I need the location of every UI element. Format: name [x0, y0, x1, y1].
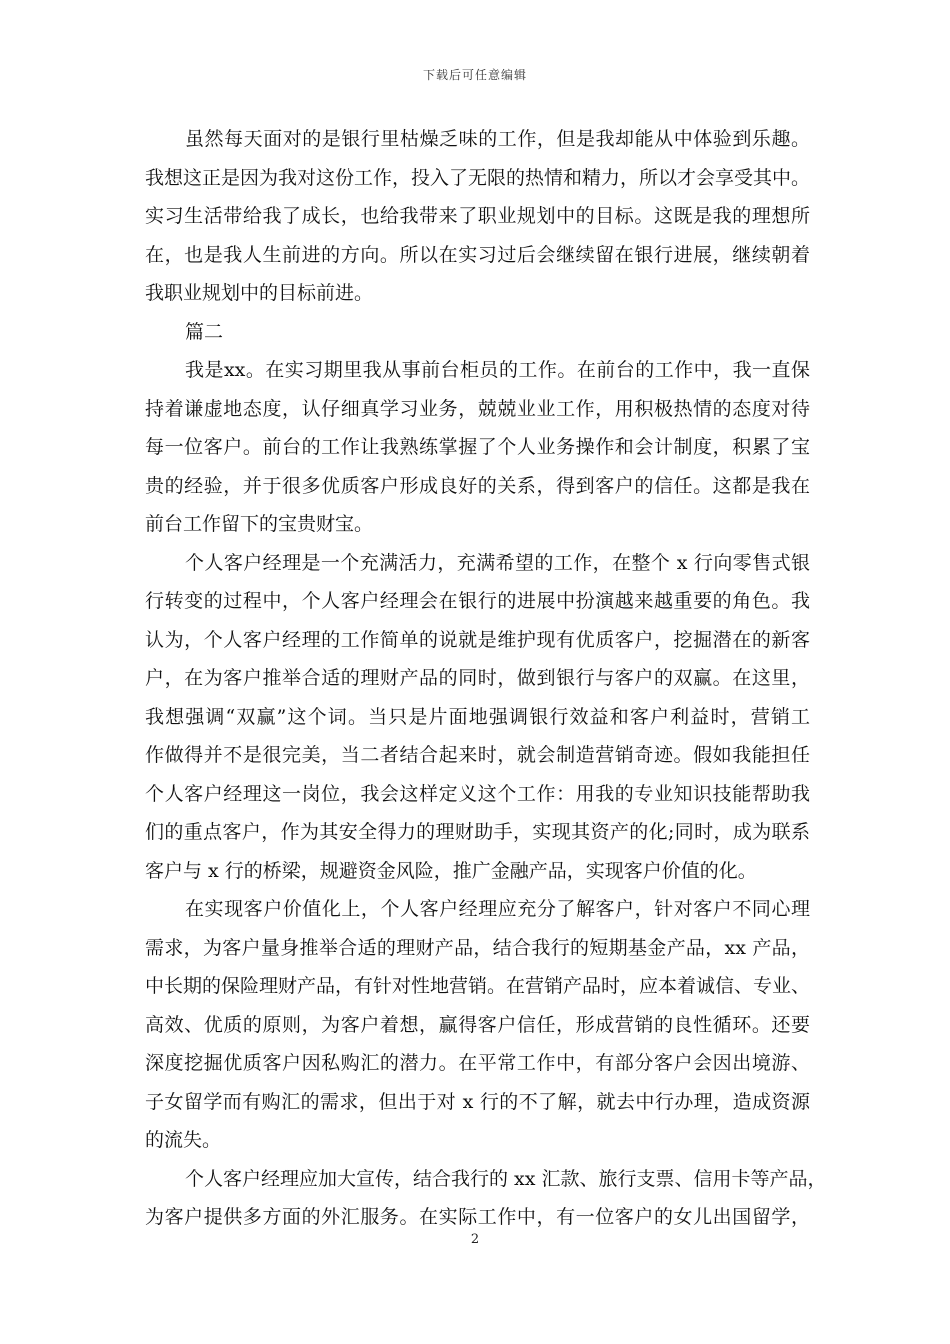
text-line: 在实现客户价值化上，个人客户经理应充分了解客户，针对客户不同心理	[185, 898, 810, 920]
text-line: 贵的经验，并于很多优质客户形成良好的关系，得到客户的信任。这都是我在	[145, 474, 810, 497]
text-line: 前台工作留下的宝贵财宝。	[145, 513, 374, 535]
paragraph	[145, 351, 810, 544]
text-line: 高效、优质的原则，为客户着想，赢得客户信任，形成营销的良性循环。还要	[145, 1013, 810, 1036]
page-number: 2	[470, 1232, 480, 1247]
text-line: 我想这正是因为我对这份工作，投入了无限的热情和精力，所以才会享受其中。	[145, 166, 811, 189]
text-line: 我是xx。在实习期里我从事前台柜员的工作。在前台的工作中，我一直保	[185, 359, 810, 381]
page-header: 下载后可任意编辑	[422, 68, 527, 82]
text-line: 每一位客户。前台的工作让我熟练掌握了个人业务操作和会计制度，积累了宝	[145, 436, 810, 458]
text-line: 在，也是我人生前进的方向。所以在实习过后会继续留在银行进展，继续朝着	[145, 243, 810, 266]
text-line: 中长期的保险理财产品，有针对性地营销。在营销产品时，应本着诚信、专业、	[145, 975, 811, 997]
document-body	[145, 120, 827, 1237]
text-line: 篇二	[185, 320, 224, 343]
text-line: 子女留学而有购汇的需求，但出于对 x 行的不了解，就去中行办理，造成资源	[145, 1090, 810, 1113]
text-line: 为客户提供多方面的外汇服务。在实际工作中，有一位客户的女儿出国留学，	[145, 1206, 810, 1228]
text-line: 作做得并不是很完美，当二者结合起来时，就会制造营销奇迹。假如我能担任	[145, 744, 810, 766]
text-line: 的流失。	[145, 1129, 222, 1151]
text-line: 虽然每天面对的是银行里枯燥乏味的工作，但是我却能从中体验到乐趣。	[185, 128, 810, 150]
text-line: 客户与 x 行的桥梁，规避资金风险，推广金融产品，实现客户价值的化。	[145, 859, 757, 882]
text-line: 持着谦虚地态度，认仔细真学习业务，兢兢业业工作，用积极热情的态度对待	[145, 397, 810, 420]
text-line: 行转变的过程中，个人客户经理会在银行的进展中扮演越来越重要的角色。我	[145, 590, 810, 612]
text-line: 个人客户经理应加大宣传，结合我行的 xx 汇款、旅行支票、信用卡等产品，	[185, 1167, 827, 1190]
text-line: 个人客户经理这一岗位，我会这样定义这个工作：用我的专业知识技能帮助我	[145, 782, 810, 805]
paragraph	[145, 120, 810, 313]
text-line: 需求，为客户量身推举合适的理财产品，结合我行的短期基金产品，xx 产品，	[145, 936, 810, 959]
text-line: 个人客户经理是一个充满活力，充满希望的工作，在整个 x 行向零售式银	[185, 551, 810, 574]
text-line: 们的重点客户，作为其安全得力的理财助手，实现其资产的化;同时，成为联系	[145, 821, 810, 843]
text-line: 实习生活带给我了成长，也给我带来了职业规划中的目标。这既是我的理想所	[145, 205, 810, 227]
text-line: 认为，个人客户经理的工作简单的说就是维护现有优质客户，挖掘潜在的新客	[145, 628, 810, 651]
text-line: 深度挖掘优质客户因私购汇的潜力。在平常工作中，有部分客户会因出境游、	[145, 1052, 810, 1074]
text-line: 我想强调“双赢”这个词。当只是片面地强调银行效益和客户利益时，营销工	[145, 705, 810, 728]
text-line: 户，在为客户推举合适的理财产品的同时，做到银行与客户的双赢。在这里，	[145, 667, 810, 689]
paragraph	[145, 1160, 827, 1237]
text-line: 我职业规划中的目标前进。	[145, 282, 374, 304]
paragraph	[145, 890, 810, 1160]
paragraph	[145, 544, 810, 891]
section-heading	[145, 313, 810, 352]
